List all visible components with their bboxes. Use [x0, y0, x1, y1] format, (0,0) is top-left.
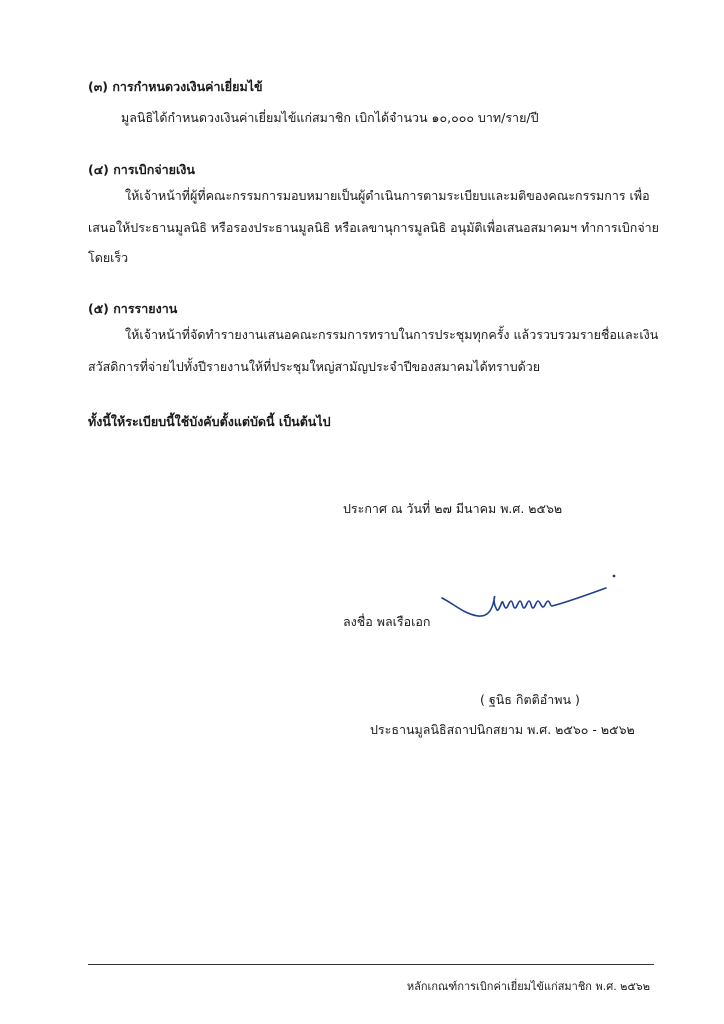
section-5-line-2: สวัสดิการที่จ่ายไปทั้งปีรายงานให้ที่ประชุมใหญ่สามัญประจำปีของสมาคมได้ทราบด้วย	[88, 359, 541, 374]
announcement-date: ประกาศ ณ วันที่ ๒๗ มีนาคม พ.ศ. ๒๕๖๒	[343, 501, 563, 516]
footer-divider	[88, 964, 654, 965]
section-4-heading: (๔) การเบิกจ่ายเงิน	[88, 162, 195, 177]
effective-statement: ทั้งนี้ให้ระเบียบนี้ใช้บังคับตั้งแต่บัดนี้ เป็นต้นไป	[88, 414, 331, 429]
handwritten-signature	[436, 570, 626, 630]
signature-dot	[613, 575, 616, 578]
section-4-line-1: ให้เจ้าหน้าที่ผู้ที่คณะกรรมการมอบหมายเป็นผู้ดำเนินการตามระเบียบและมติของคณะกรรมการ เพื่อ	[125, 188, 650, 203]
section-3-line-1: มูลนิธิได้กำหนดวงเงินค่าเยี่ยมไข้แก่สมาชิก เบิกได้จำนวน ๑๐,๐๐๐ บาท/ราย/ปี	[121, 110, 539, 125]
signature-label: ลงชื่อ พลเรือเอก	[343, 614, 431, 629]
section-4-line-2: เสนอให้ประธานมูลนิธิ หรือรองประธานมูลนิธิ หรือเลขานุการมูลนิธิ อนุมัติเพื่อเสนอสมาคมฯ ทำการเบิกจ่าย	[88, 220, 660, 235]
signer-name: ( ฐนิธ กิตติอำพน )	[480, 692, 580, 707]
footer-caption: หลักเกณฑ์การเบิกค่าเยี่ยมไข้แก่สมาชิก พ.ศ. ๒๕๖๒	[406, 980, 650, 993]
signer-position: ประธานมูลนิธิสถาปนิกสยาม พ.ศ. ๒๕๖๐ - ๒๕๖๒	[370, 722, 635, 737]
signature-stroke	[442, 588, 606, 616]
section-5-heading: (๕) การรายงาน	[88, 301, 178, 316]
section-3-heading: (๓) การกำหนดวงเงินค่าเยี่ยมไข้	[88, 79, 263, 94]
section-5-line-1: ให้เจ้าหน้าที่จัดทำรายงานเสนอคณะกรรมการทราบในการประชุมทุกครั้ง แล้วรวบรวมรายชื่อและเงิน	[125, 327, 659, 342]
section-4-line-3: โดยเร็ว	[88, 250, 129, 265]
